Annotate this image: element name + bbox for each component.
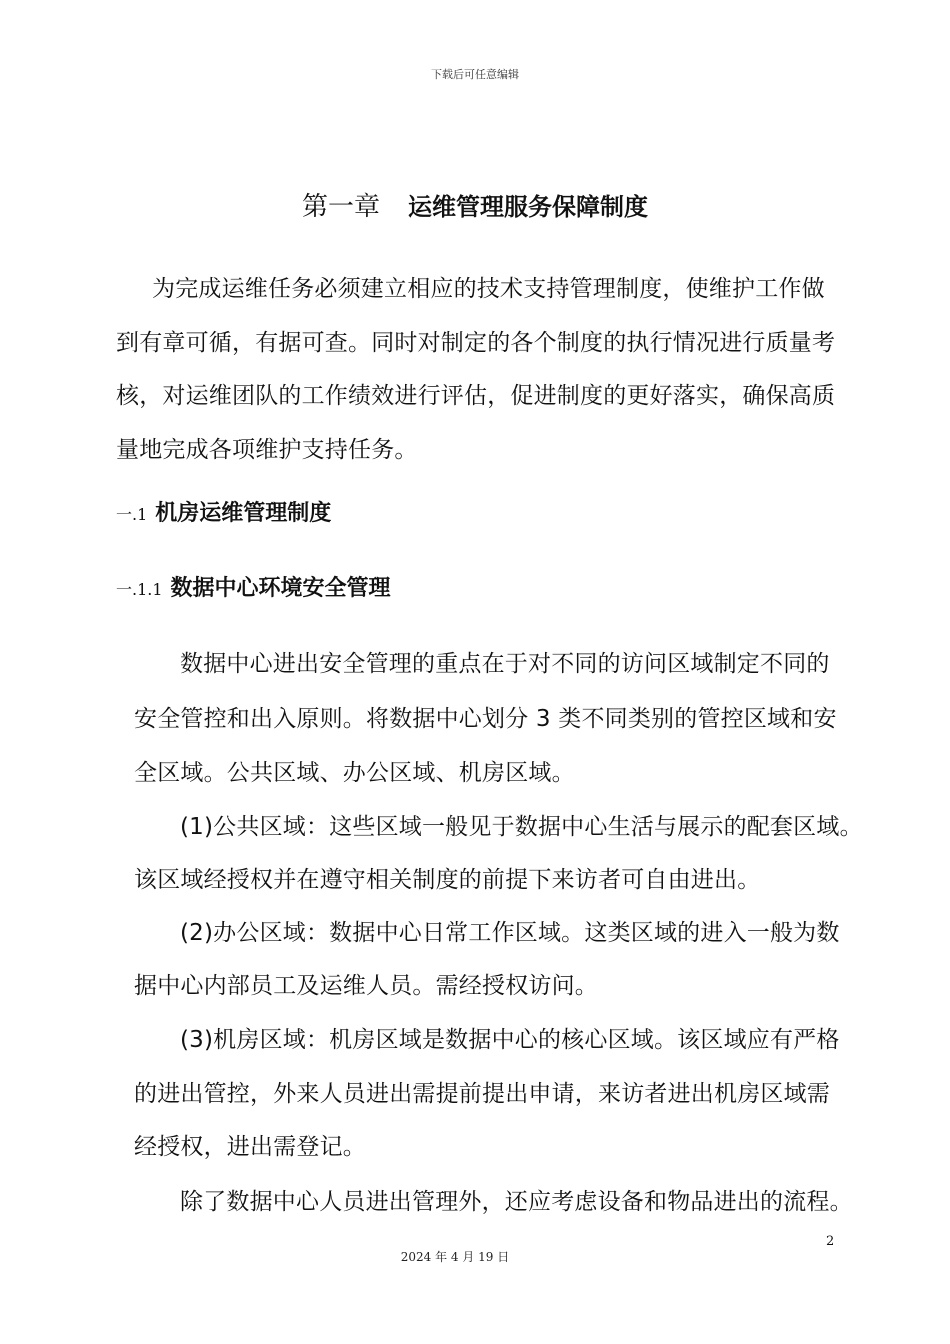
body-p3-line-2: 据中心内部员工及运维人员。需经授权访问。 (134, 973, 598, 999)
chapter-number: 第一章 (301, 192, 380, 222)
header-note: 下载后可任意编辑 (431, 68, 519, 81)
body-p2-line-2: 该区域经授权并在遵守相关制度的前提下来访者可自由进出。 (134, 867, 761, 893)
intro-line-2: 到有章可循，有据可查。同时对制定的各个制度的执行情况进行质量考 (116, 330, 836, 356)
chapter-title: 运维管理服务保障制度 (408, 193, 648, 221)
body-p5-line-1: 除了数据中心人员进出管理外，还应考虑设备和物品进出的流程。 (180, 1189, 853, 1215)
body-p1-line-2: 安全管控和出入原则。将数据中心划分 3 类不同类别的管控区域和安 (134, 706, 837, 732)
footer-date: 2024 年 4 月 19 日 (400, 1250, 510, 1264)
section-1-heading (116, 496, 331, 527)
section-1-1-number: 一.1.1 (116, 580, 163, 599)
body-p1-line-1: 数据中心进出安全管理的重点在于对不同的访问区域制定不同的 (180, 651, 830, 677)
body-p1-line-3: 全区域。公共区域、办公区域、机房区域。 (134, 760, 575, 786)
page-number: 2 (826, 1234, 835, 1249)
section-1-title: 机房运维管理制度 (155, 501, 332, 526)
section-1-number: 一.1 (116, 505, 148, 524)
body-p3-line-1: (2)办公区域：数据中心日常工作区域。这类区域的进入一般为数 (180, 920, 840, 946)
chapter-heading (0, 186, 950, 223)
section-1-1-heading (116, 571, 391, 602)
body-p2-line-1: (1)公共区域：这些区域一般见于数据中心生活与展示的配套区域。 (180, 814, 863, 840)
intro-line-4: 量地完成各项维护支持任务。 (116, 437, 418, 463)
body-p4-line-3: 经授权，进出需登记。 (134, 1134, 366, 1160)
body-p4-line-1: (3)机房区域：机房区域是数据中心的核心区域。该区域应有严格 (180, 1027, 840, 1053)
intro-line-1: 为完成运维任务必须建立相应的技术支持管理制度，使维护工作做 (152, 276, 825, 302)
section-1-1-title: 数据中心环境安全管理 (170, 576, 391, 601)
body-p4-line-2: 的进出管控，外来人员进出需提前提出申请，来访者进出机房区域需 (134, 1081, 830, 1107)
intro-line-3: 核，对运维团队的工作绩效进行评估，促进制度的更好落实，确保高质 (116, 383, 836, 409)
